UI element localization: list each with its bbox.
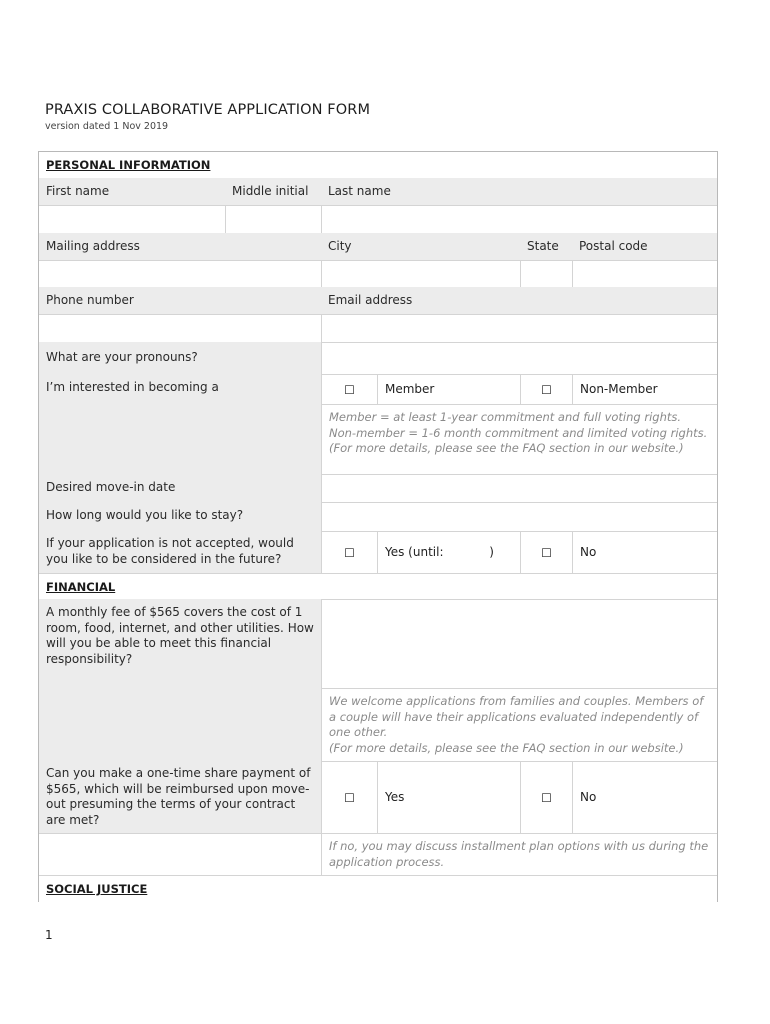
installment-note: If no, you may discuss installment plan options with us during the application process. <box>321 833 717 875</box>
membership-note-faq: (For more details, please see the FAQ section in our website.) <box>329 441 684 456</box>
section-social-justice: SOCIAL JUSTICE <box>39 875 717 902</box>
future-no-label: No <box>572 531 717 573</box>
pronouns-field[interactable] <box>321 342 717 374</box>
stay-length-field[interactable] <box>321 502 717 531</box>
membership-note <box>321 404 717 474</box>
installment-spacer <box>39 833 321 875</box>
first-name-field[interactable] <box>39 205 225 233</box>
postal-code-field[interactable] <box>572 260 717 287</box>
future-yes-until-label: Yes (until: ) <box>377 531 520 573</box>
share-payment-no-checkbox[interactable]: ☐ <box>520 761 572 833</box>
membership-note-text: Member = at least 1-year commitment and full voting rights. Non-member = 1-6 month commitment and limited voting rights. <box>329 410 708 440</box>
share-payment-no-label: No <box>572 761 717 833</box>
non-member-checkbox[interactable]: ☐ <box>520 374 572 404</box>
monthly-fee-question: A monthly fee of $565 covers the cost of 1 room, food, internet, and other utilities. How will you be able to meet this financial responsibility? <box>39 599 321 761</box>
move-in-date-field[interactable] <box>321 474 717 502</box>
families-note-faq: (For more details, please see the FAQ section in our website.) <box>329 740 684 755</box>
last-name-label: Last name <box>321 178 717 205</box>
last-name-field[interactable] <box>321 205 717 233</box>
share-payment-yes-label: Yes <box>377 761 520 833</box>
move-in-date-label: Desired move-in date <box>39 474 321 502</box>
email-address-label: Email address <box>321 287 717 314</box>
future-consideration-label: If your application is not accepted, would you like to be considered in the future? <box>39 531 321 573</box>
state-field[interactable] <box>520 260 572 287</box>
stay-length-label: How long would you like to stay? <box>39 502 321 531</box>
city-field[interactable] <box>321 260 520 287</box>
middle-initial-field[interactable] <box>225 205 321 233</box>
mailing-address-field[interactable] <box>39 260 321 287</box>
phone-number-label: Phone number <box>39 287 321 314</box>
section-financial: FINANCIAL <box>39 573 717 599</box>
families-note-text: We welcome applications from families and couples. Members of a couple will have their applications evaluated independently of one other. <box>329 694 704 740</box>
state-label: State <box>520 233 572 260</box>
member-checkbox[interactable]: ☐ <box>321 374 377 404</box>
membership-type-label: I’m interested in becoming a <box>39 374 321 474</box>
future-yes-checkbox[interactable]: ☐ <box>321 531 377 573</box>
postal-code-label: Postal code <box>572 233 717 260</box>
pronouns-label: What are your pronouns? <box>39 342 321 374</box>
future-no-checkbox[interactable]: ☐ <box>520 531 572 573</box>
city-label: City <box>321 233 520 260</box>
share-payment-yes-checkbox[interactable]: ☐ <box>321 761 377 833</box>
mailing-address-label: Mailing address <box>39 233 321 260</box>
version-date: version dated 1 Nov 2019 <box>45 121 169 132</box>
middle-initial-label: Middle initial <box>225 178 321 205</box>
application-form <box>38 151 718 902</box>
member-option-label: Member <box>377 374 520 404</box>
non-member-option-label: Non-Member <box>572 374 717 404</box>
families-note <box>321 688 717 761</box>
form-title: PRAXIS COLLABORATIVE APPLICATION FORM <box>45 102 371 118</box>
phone-number-field[interactable] <box>39 314 321 342</box>
monthly-fee-answer-field[interactable] <box>321 599 717 688</box>
section-personal-information: PERSONAL INFORMATION <box>46 158 211 172</box>
share-payment-question: Can you make a one-time share payment of $565, which will be reimbursed upon move-out presuming the terms of your contract are met? <box>39 761 321 833</box>
page-number: 1 <box>45 928 53 942</box>
first-name-label: First name <box>39 178 225 205</box>
email-address-field[interactable] <box>321 314 717 342</box>
